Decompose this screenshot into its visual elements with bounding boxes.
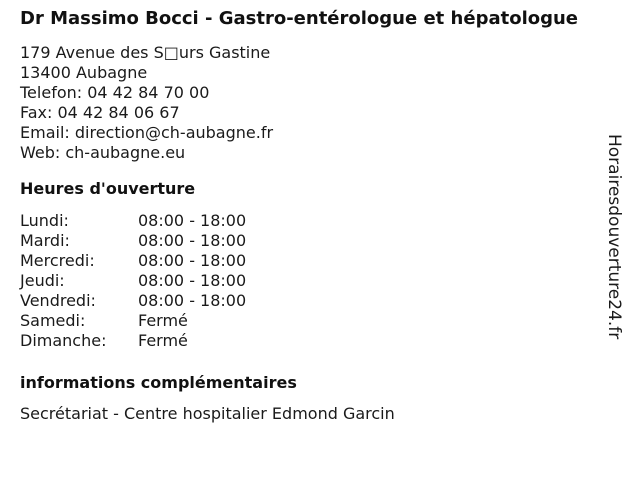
day-hours: 08:00 - 18:00 (138, 231, 247, 250)
extra-info-heading: informations complémentaires (20, 373, 297, 392)
phone-line: Telefon: 04 42 84 70 00 (20, 83, 210, 102)
day-hours: Fermé (138, 331, 188, 350)
street-address: 179 Avenue des S□urs Gastine (20, 43, 271, 62)
business-title: Dr Massimo Bocci - Gastro-entérologue et hépatologue (20, 8, 579, 29)
hours-row (20, 311, 610, 331)
listing-content (20, 8, 610, 424)
contact-block (20, 43, 610, 163)
hours-row (20, 211, 610, 231)
hours-row (20, 231, 610, 251)
fax-line: Fax: 04 42 84 06 67 (20, 103, 180, 122)
day-label: Jeudi: (20, 271, 65, 290)
day-hours: 08:00 - 18:00 (138, 271, 247, 290)
city-address: 13400 Aubagne (20, 63, 148, 82)
day-label: Samedi: (20, 311, 86, 330)
site-watermark: Horairesdouverture24.fr (604, 134, 624, 340)
hours-table (20, 211, 610, 351)
email-line: Email: direction@ch-aubagne.fr (20, 123, 274, 142)
day-hours: 08:00 - 18:00 (138, 291, 247, 310)
day-hours: 08:00 - 18:00 (138, 251, 247, 270)
day-hours: Fermé (138, 311, 188, 330)
hours-row (20, 331, 610, 351)
hours-row (20, 251, 610, 271)
hours-row (20, 291, 610, 311)
day-label: Mercredi: (20, 251, 95, 270)
day-label: Vendredi: (20, 291, 96, 310)
day-label: Dimanche: (20, 331, 107, 350)
web-line: Web: ch-aubagne.eu (20, 143, 186, 162)
day-label: Mardi: (20, 231, 70, 250)
day-label: Lundi: (20, 211, 69, 230)
hours-row (20, 271, 610, 291)
hours-heading: Heures d'ouverture (20, 179, 196, 198)
extra-info-text: Secrétariat - Centre hospitalier Edmond Garcin (20, 404, 395, 423)
day-hours: 08:00 - 18:00 (138, 211, 247, 230)
